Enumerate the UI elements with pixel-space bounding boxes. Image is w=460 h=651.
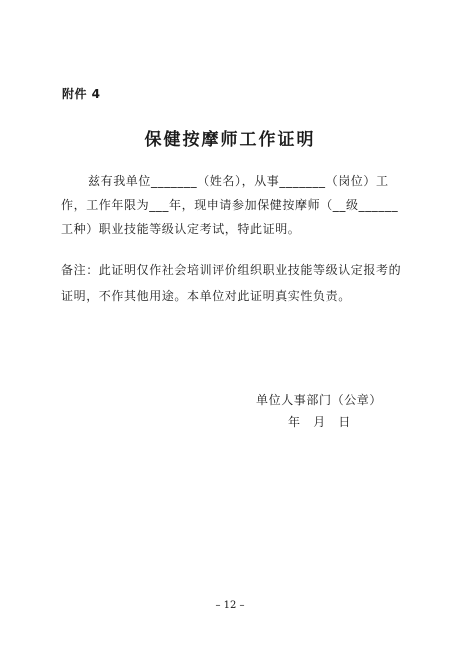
note-line-1: 备注：此证明仅作社会培训评价组织职业技能等级认定报考的 xyxy=(61,263,402,277)
date-line: 年 月 日 xyxy=(288,415,352,429)
attachment-label: 附件 4 xyxy=(62,87,101,101)
page-number: – 12 – xyxy=(215,600,245,611)
document-title: 保健按摩师工作证明 xyxy=(144,130,316,150)
body-line-1: 兹有我单位_______（姓名），从事_______（岗位）工 xyxy=(88,174,389,188)
note-line-2: 证明，不作其他用途。本单位对此证明真实性负责。 xyxy=(61,289,351,303)
body-line-2: 作，工作年限为___年，现申请参加保健按摩师（__级______ xyxy=(61,198,399,212)
signature-line: 单位人事部门（公章） xyxy=(256,393,383,407)
body-line-3: 工种）职业技能等级认定考试，特此证明。 xyxy=(61,222,301,236)
